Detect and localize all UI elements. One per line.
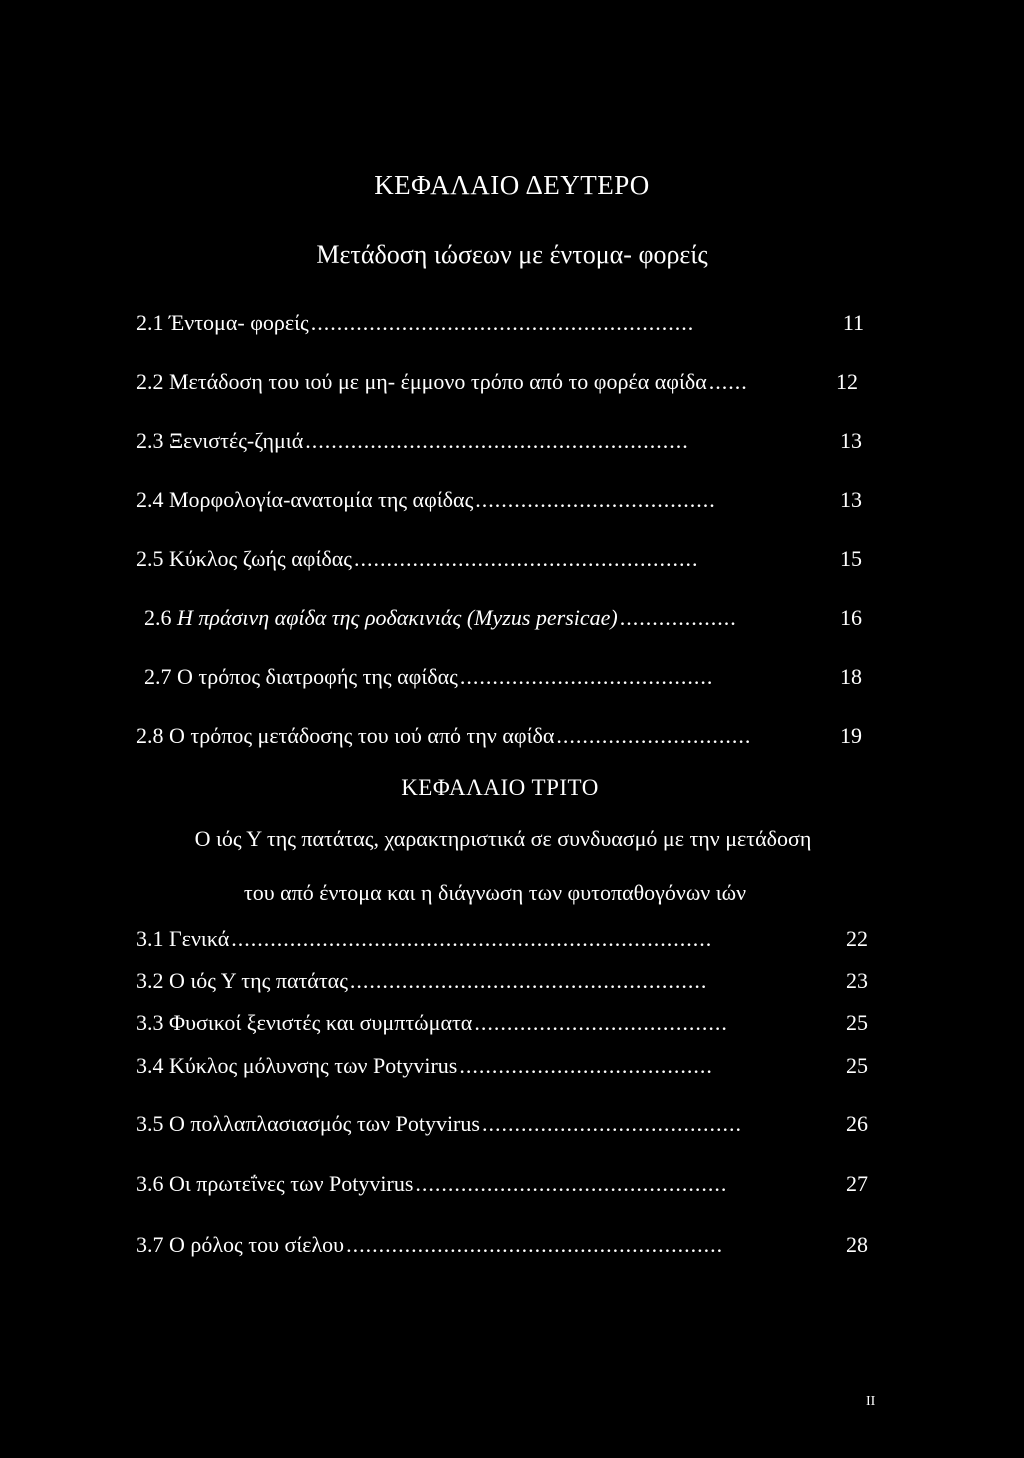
toc-leader-dots: ....................................... [474, 1010, 728, 1035]
toc-entry-title: 2.5 Κύκλος ζωής αφίδας [136, 546, 353, 571]
toc-entry-title: 3.6 Οι πρωτεΐνες των Potyvirus [136, 1171, 414, 1196]
toc-entry-title: 2.3 Ξενιστές-ζημιά [136, 428, 304, 453]
toc-page-number: 18 [840, 664, 862, 689]
toc-entry-title: 3.5 Ο πολλαπλασιασμός των Potyvirus [136, 1111, 480, 1136]
chapter-2-subtitle: Μετάδοση ιώσεων με έντομα- φορείς [316, 240, 708, 269]
toc-entry-3-6[interactable] [136, 1171, 868, 1197]
toc-page-number: 25 [846, 1010, 868, 1035]
toc-leader-dots: ..................................................... [354, 546, 699, 571]
toc-entry-title: 3.1 Γενικά [136, 926, 230, 951]
toc-entry-2-8[interactable] [136, 723, 862, 749]
toc-leader-dots: ................................................ [415, 1171, 728, 1196]
toc-entry-title: 2.7 Ο τρόπος διατροφής της αφίδας [144, 664, 458, 689]
toc-leader-dots: .......................................................... [346, 1232, 724, 1257]
toc-leader-dots: ....................................... [459, 664, 714, 689]
toc-entry-title: 3.7 Ο ρόλος του σίελου [136, 1232, 345, 1257]
toc-leader-dots: ..................................... [475, 487, 716, 512]
toc-entry-3-3[interactable] [136, 1010, 868, 1036]
toc-entry-title: 3.2 Ο ιός Υ της πατάτας [136, 968, 348, 993]
toc-entry-title-italic: Η πράσινη αφίδα της ροδακινιάς (Myzus persicae) [177, 605, 618, 630]
toc-entry-2-7[interactable] [144, 664, 862, 690]
toc-entry-title: 2.6 Η πράσινη αφίδα της ροδακινιάς (Myzus persicae) [144, 605, 618, 630]
toc-entry-2-1[interactable] [136, 310, 864, 336]
toc-entry-3-1[interactable] [136, 926, 868, 952]
toc-page-number: 23 [846, 968, 868, 993]
toc-leader-dots: ........................................ [481, 1111, 742, 1136]
toc-entry-title: 2.4 Μορφολογία-ανατομία της αφίδας [136, 487, 474, 512]
toc-leader-dots: ....................................... [459, 1053, 713, 1078]
toc-entry-title: 3.4 Κύκλος μόλυνσης των Potyvirus [136, 1053, 458, 1078]
toc-entry-2-4[interactable] [136, 487, 862, 513]
toc-page-number: 11 [842, 310, 864, 335]
toc-page-number: 26 [846, 1111, 868, 1136]
chapter-3-heading: ΚΕΦΑΛΑΙΟ ΤΡΙΤΟ [401, 775, 599, 800]
toc-entry-3-4[interactable] [136, 1053, 868, 1079]
toc-leader-dots: .......................................................................... [231, 926, 713, 951]
toc-leader-dots: ....................................................... [349, 968, 708, 993]
chapter-2-heading: ΚΕΦΑΛΑΙΟ ΔΕΥΤΕΡΟ [374, 170, 650, 200]
toc-entry-title: 2.2 Μετάδοση του ιού με μη- έμμονο τρόπο από το φορέα αφίδα [136, 369, 707, 394]
toc-page-number: 15 [840, 546, 862, 571]
toc-leader-dots: ........................................................... [305, 428, 689, 453]
toc-entry-2-5[interactable] [136, 546, 862, 572]
toc-page-number: 28 [846, 1232, 868, 1257]
chapter-3-subtitle-line-1: Ο ιός Υ της πατάτας, χαρακτηριστικά σε συνδυασμό με την μετάδοση [194, 826, 812, 851]
toc-page-number: 12 [836, 369, 858, 394]
toc-page-number: 27 [846, 1171, 868, 1196]
toc-page-number: 19 [840, 723, 862, 748]
toc-page-number: 25 [846, 1053, 868, 1078]
toc-entry-2-3[interactable] [136, 428, 862, 454]
chapter-3-subtitle-line-2: του από έντομα και η διάγνωση των φυτοπαθογόνων ιών [243, 880, 747, 905]
toc-entry-3-5[interactable] [136, 1111, 868, 1137]
toc-leader-dots: ...... [708, 369, 748, 394]
toc-entry-title: 2.1 Έντομα- φορείς [136, 310, 309, 335]
toc-page-number: 16 [840, 605, 862, 630]
toc-entry-title: 3.3 Φυσικοί ξενιστές και συμπτώματα [136, 1010, 473, 1035]
toc-entry-2-2[interactable] [136, 369, 858, 395]
toc-entry-3-7[interactable] [136, 1232, 868, 1258]
toc-page-number: 13 [840, 428, 862, 453]
toc-leader-dots: ........................................................... [310, 310, 695, 335]
toc-entry-2-6[interactable] [144, 605, 862, 631]
page-number-marker: II [866, 1394, 876, 1409]
toc-page-number: 13 [840, 487, 862, 512]
toc-entry-title: 2.8 Ο τρόπος μετάδοσης του ιού από την αφίδα [136, 723, 555, 748]
toc-leader-dots: .............................. [556, 723, 752, 748]
toc-page-number: 22 [846, 926, 868, 951]
toc-entry-3-2[interactable] [136, 968, 868, 994]
toc-leader-dots: .................. [619, 605, 737, 630]
